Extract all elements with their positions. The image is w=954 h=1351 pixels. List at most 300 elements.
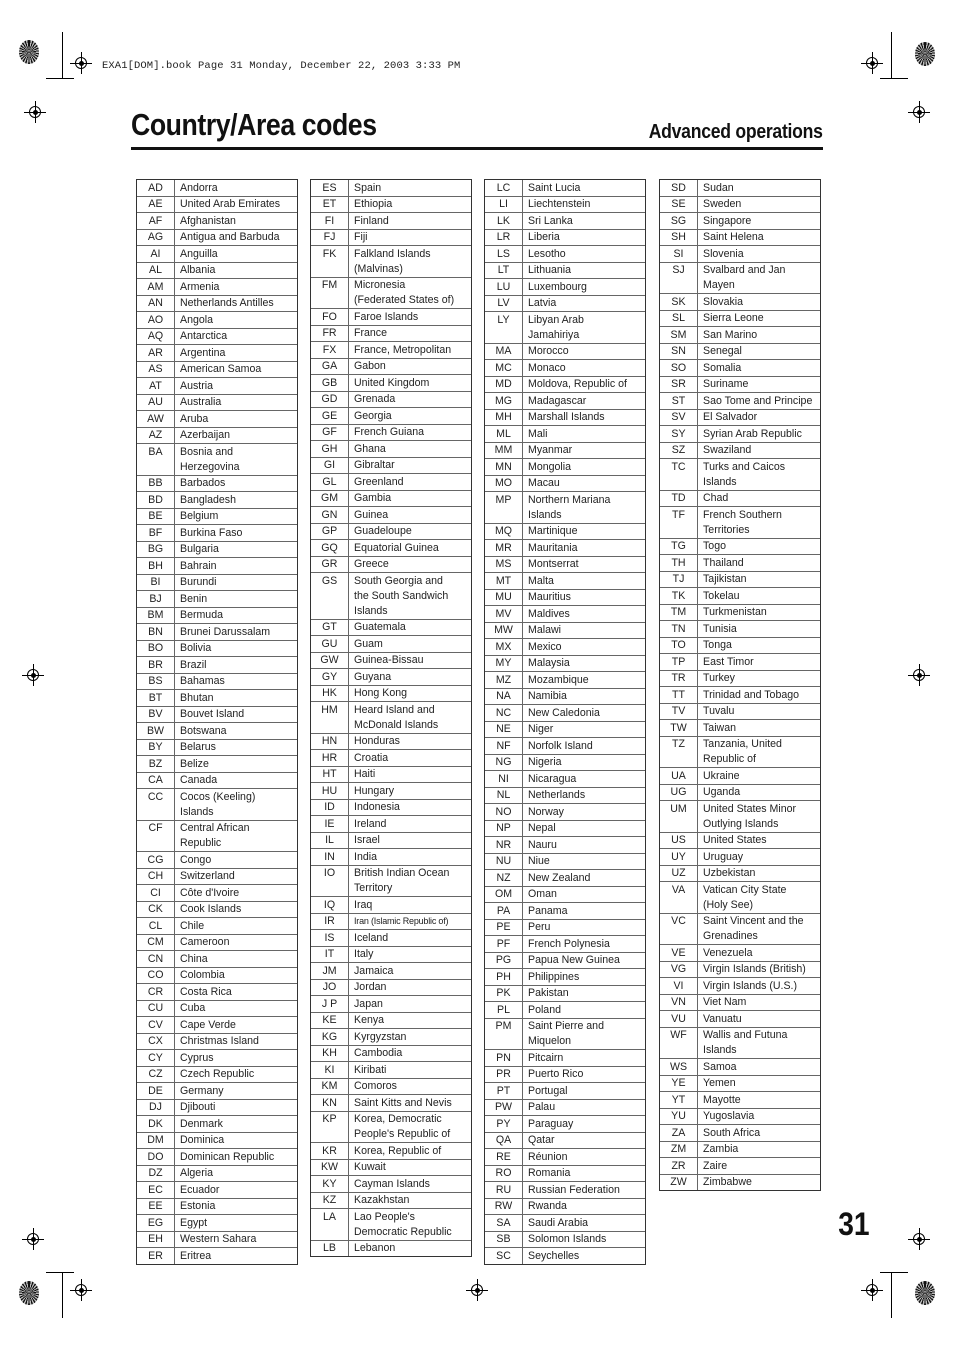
country-name-line: Puerto Rico bbox=[528, 1068, 584, 1080]
country-name-line: Morocco bbox=[528, 345, 569, 357]
country-code: CF bbox=[137, 821, 175, 852]
country-code: HU bbox=[311, 783, 349, 799]
country-code: GS bbox=[311, 573, 349, 619]
country-name-line: Poland bbox=[528, 1003, 561, 1016]
country-name bbox=[175, 902, 297, 918]
country-name-line: Kenya bbox=[354, 1014, 385, 1026]
country-name-line: Syrian Arab Republic bbox=[703, 427, 802, 440]
country-name bbox=[175, 197, 297, 213]
country-name bbox=[698, 410, 820, 426]
table-row bbox=[660, 687, 820, 704]
table-row bbox=[137, 918, 297, 935]
table-row bbox=[660, 1125, 820, 1142]
country-name bbox=[175, 756, 297, 772]
country-name bbox=[175, 641, 297, 657]
crosshair-registration-icon bbox=[22, 1228, 44, 1250]
table-row bbox=[660, 833, 820, 850]
country-name bbox=[349, 1112, 471, 1143]
country-name-line: Guinea bbox=[354, 508, 389, 521]
country-name-line: Guadeloupe bbox=[354, 525, 412, 537]
country-code: AL bbox=[137, 263, 175, 279]
country-code: SG bbox=[660, 213, 698, 229]
country-code: NL bbox=[485, 788, 523, 804]
country-code: SR bbox=[660, 377, 698, 393]
country-code: AT bbox=[137, 378, 175, 394]
country-name bbox=[698, 360, 820, 376]
country-code: CU bbox=[137, 1001, 175, 1017]
country-name-line: Herzegovina bbox=[180, 460, 240, 473]
country-name-line: Bahrain bbox=[180, 559, 217, 572]
country-code: CL bbox=[137, 918, 175, 934]
country-code: MC bbox=[485, 360, 523, 376]
country-name bbox=[523, 738, 645, 754]
country-name-line: Cameroon bbox=[180, 936, 230, 948]
country-code: MS bbox=[485, 557, 523, 573]
country-name bbox=[698, 327, 820, 343]
country-name bbox=[698, 263, 820, 294]
table-row bbox=[485, 279, 645, 296]
country-name bbox=[175, 345, 297, 361]
table-row bbox=[311, 1193, 471, 1210]
country-name bbox=[175, 1215, 297, 1231]
country-name bbox=[698, 377, 820, 393]
country-name-line: Ghana bbox=[354, 442, 386, 455]
country-name bbox=[523, 623, 645, 639]
country-name bbox=[349, 1062, 471, 1078]
table-row bbox=[485, 410, 645, 427]
country-code: GD bbox=[311, 392, 349, 408]
table-row bbox=[660, 638, 820, 655]
table-row bbox=[660, 801, 820, 833]
country-name bbox=[175, 329, 297, 345]
crosshair-registration-icon bbox=[861, 1279, 883, 1301]
country-name bbox=[175, 935, 297, 951]
table-row bbox=[660, 213, 820, 230]
country-name bbox=[523, 837, 645, 853]
country-code: CR bbox=[137, 984, 175, 1000]
country-code: DE bbox=[137, 1083, 175, 1099]
table-row bbox=[137, 329, 297, 346]
country-name bbox=[523, 459, 645, 475]
table-row bbox=[137, 345, 297, 362]
table-row bbox=[485, 1100, 645, 1117]
country-name-line: Cyprus bbox=[180, 1051, 214, 1064]
country-name-line: Antarctica bbox=[180, 330, 228, 342]
country-code: ZA bbox=[660, 1125, 698, 1141]
table-row bbox=[660, 426, 820, 443]
country-name bbox=[349, 392, 471, 408]
country-name bbox=[175, 263, 297, 279]
country-code: GY bbox=[311, 669, 349, 685]
country-name bbox=[523, 1083, 645, 1099]
country-name-line: Indonesia bbox=[354, 801, 400, 813]
country-code: UA bbox=[660, 768, 698, 784]
country-name-line: Saint Lucia bbox=[528, 181, 581, 194]
table-row bbox=[485, 476, 645, 493]
country-code: GH bbox=[311, 441, 349, 457]
country-code: MH bbox=[485, 410, 523, 426]
country-name bbox=[349, 213, 471, 229]
country-code: SE bbox=[660, 197, 698, 213]
table-row bbox=[311, 1029, 471, 1046]
country-name bbox=[349, 636, 471, 652]
country-code: KP bbox=[311, 1112, 349, 1143]
country-name-line: New Caledonia bbox=[528, 706, 600, 719]
table-row bbox=[311, 930, 471, 947]
country-code: AQ bbox=[137, 329, 175, 345]
country-name-line: Vanuatu bbox=[703, 1012, 742, 1025]
country-name bbox=[523, 1182, 645, 1198]
country-code: LB bbox=[311, 1241, 349, 1257]
country-name-line: United Arab Emirates bbox=[180, 198, 281, 210]
table-row bbox=[660, 1142, 820, 1159]
table-row bbox=[485, 1083, 645, 1100]
country-code: TG bbox=[660, 539, 698, 555]
country-code: VC bbox=[660, 914, 698, 945]
country-code-table-4 bbox=[659, 179, 821, 1191]
country-name-line: Oman bbox=[528, 888, 557, 900]
country-name bbox=[175, 312, 297, 328]
table-row bbox=[137, 1116, 297, 1133]
country-name-line: South Georgia and bbox=[354, 574, 443, 587]
table-row bbox=[311, 750, 471, 767]
country-name bbox=[698, 572, 820, 588]
country-code: AR bbox=[137, 345, 175, 361]
country-code: BW bbox=[137, 723, 175, 739]
country-code: SB bbox=[485, 1232, 523, 1248]
table-row bbox=[485, 377, 645, 394]
table-row bbox=[485, 854, 645, 871]
country-name-line: Cuba bbox=[180, 1002, 206, 1014]
country-name bbox=[698, 833, 820, 849]
table-row bbox=[311, 1079, 471, 1096]
country-code: EG bbox=[137, 1215, 175, 1231]
table-row bbox=[137, 821, 297, 853]
country-code: AW bbox=[137, 411, 175, 427]
country-name bbox=[523, 672, 645, 688]
table-row bbox=[137, 230, 297, 247]
table-row bbox=[485, 312, 645, 344]
country-code: BN bbox=[137, 624, 175, 640]
table-row bbox=[660, 294, 820, 311]
table-row bbox=[311, 686, 471, 703]
country-code: PT bbox=[485, 1083, 523, 1099]
country-code: TW bbox=[660, 720, 698, 736]
country-name bbox=[698, 1158, 820, 1174]
country-name bbox=[523, 1248, 645, 1264]
country-code: VE bbox=[660, 945, 698, 961]
country-name-line: Territories bbox=[703, 523, 750, 536]
country-name bbox=[698, 311, 820, 327]
country-name-line: Norway bbox=[528, 805, 564, 818]
country-name-line: Zaire bbox=[703, 1159, 728, 1172]
table-row bbox=[137, 525, 297, 542]
country-name-line: Saint Pierre and bbox=[528, 1020, 604, 1032]
country-name-line: Lesotho bbox=[528, 247, 566, 260]
country-name-line: Vatican City State bbox=[703, 883, 787, 896]
country-name-line: Burkina Faso bbox=[180, 526, 243, 539]
table-row bbox=[660, 572, 820, 589]
table-row bbox=[311, 573, 471, 620]
country-name-line: Bolivia bbox=[180, 642, 212, 654]
table-row bbox=[311, 636, 471, 653]
country-name bbox=[349, 767, 471, 783]
table-row bbox=[137, 428, 297, 445]
country-code: ZR bbox=[660, 1158, 698, 1174]
table-row bbox=[311, 849, 471, 866]
table-row bbox=[485, 804, 645, 821]
country-name bbox=[349, 524, 471, 540]
country-code: MW bbox=[485, 623, 523, 639]
country-name-line: Kiribati bbox=[354, 1063, 387, 1076]
table-row bbox=[137, 1034, 297, 1051]
table-row bbox=[137, 608, 297, 625]
page-title: Country/Area codes bbox=[131, 107, 377, 142]
country-code: ZM bbox=[660, 1142, 698, 1158]
country-name bbox=[523, 377, 645, 393]
country-code: TT bbox=[660, 687, 698, 703]
country-name bbox=[698, 704, 820, 720]
country-name bbox=[523, 344, 645, 360]
table-row bbox=[660, 311, 820, 328]
table-row bbox=[311, 963, 471, 980]
country-name-line: Cambodia bbox=[354, 1047, 403, 1059]
country-name-line: Eritrea bbox=[180, 1249, 212, 1262]
table-row bbox=[311, 557, 471, 574]
country-code: MD bbox=[485, 377, 523, 393]
table-row bbox=[137, 885, 297, 902]
table-row bbox=[311, 702, 471, 734]
table-row bbox=[137, 509, 297, 526]
table-row bbox=[660, 621, 820, 638]
country-code: YU bbox=[660, 1109, 698, 1125]
country-code-table-2 bbox=[310, 179, 472, 1257]
country-code: ML bbox=[485, 426, 523, 442]
country-name-line: Republic bbox=[180, 837, 222, 849]
country-code: MT bbox=[485, 573, 523, 589]
country-name bbox=[698, 720, 820, 736]
table-row bbox=[485, 1248, 645, 1264]
country-name-line: Lithuania bbox=[528, 264, 572, 276]
country-code: CX bbox=[137, 1034, 175, 1050]
country-name-line: American Samoa bbox=[180, 363, 262, 375]
country-name-line: Greece bbox=[354, 558, 389, 570]
country-name bbox=[523, 279, 645, 295]
table-row bbox=[485, 1067, 645, 1084]
country-name bbox=[349, 897, 471, 913]
country-name-line: Botswana bbox=[180, 724, 227, 737]
registration-color-dot-icon bbox=[915, 1281, 935, 1305]
country-code: NP bbox=[485, 821, 523, 837]
country-code: JM bbox=[311, 963, 349, 979]
country-name-line: Myanmar bbox=[528, 444, 573, 456]
country-name-line: Jamahiriya bbox=[528, 328, 580, 341]
country-name bbox=[523, 788, 645, 804]
country-name-line: Switzerland bbox=[180, 870, 235, 882]
country-name bbox=[698, 555, 820, 571]
country-code: UY bbox=[660, 849, 698, 865]
country-code: CG bbox=[137, 852, 175, 868]
country-name-line: Sierra Leone bbox=[703, 312, 764, 324]
table-row bbox=[137, 312, 297, 329]
country-code: BF bbox=[137, 525, 175, 541]
country-code: KR bbox=[311, 1143, 349, 1159]
country-code: AO bbox=[137, 312, 175, 328]
country-name-line: Lao People's bbox=[354, 1210, 415, 1223]
country-name bbox=[523, 230, 645, 246]
table-row bbox=[137, 180, 297, 197]
table-row bbox=[137, 558, 297, 575]
country-name bbox=[175, 707, 297, 723]
table-row bbox=[660, 785, 820, 802]
table-row bbox=[137, 1050, 297, 1067]
country-name-line: Tanzania, United bbox=[703, 738, 782, 750]
country-name bbox=[175, 1232, 297, 1248]
country-name bbox=[175, 378, 297, 394]
table-row bbox=[311, 947, 471, 964]
print-header-line: EXA1[DOM].book Page 31 Monday, December 22, 2003 3:33 PM bbox=[102, 60, 461, 72]
country-name bbox=[349, 458, 471, 474]
table-row bbox=[137, 690, 297, 707]
country-name bbox=[175, 773, 297, 789]
country-code: LV bbox=[485, 296, 523, 312]
country-code: GL bbox=[311, 474, 349, 490]
country-code: AU bbox=[137, 395, 175, 411]
country-code: NE bbox=[485, 722, 523, 738]
country-code: NU bbox=[485, 854, 523, 870]
country-name-line: Virgin Islands (British) bbox=[703, 963, 806, 975]
country-name-line: Thailand bbox=[703, 556, 744, 569]
country-name-line: Mongolia bbox=[528, 460, 571, 473]
country-name-line: Angola bbox=[180, 313, 213, 326]
table-row bbox=[485, 1166, 645, 1183]
country-code: BG bbox=[137, 542, 175, 558]
country-name-line: Seychelles bbox=[528, 1249, 580, 1262]
country-name-line: (Holy See) bbox=[703, 898, 754, 911]
country-name bbox=[523, 705, 645, 721]
country-name bbox=[175, 740, 297, 756]
table-row bbox=[137, 641, 297, 658]
country-name-line: Tuvalu bbox=[703, 705, 735, 717]
country-code: MP bbox=[485, 492, 523, 523]
country-name-line: Libyan Arab bbox=[528, 313, 584, 326]
country-name bbox=[175, 1083, 297, 1099]
country-name bbox=[698, 654, 820, 670]
country-name bbox=[698, 230, 820, 246]
country-code: EC bbox=[137, 1182, 175, 1198]
country-name bbox=[698, 588, 820, 604]
country-code: KW bbox=[311, 1160, 349, 1176]
country-name-line: Comoros bbox=[354, 1080, 397, 1092]
country-code: LS bbox=[485, 246, 523, 262]
country-code: PE bbox=[485, 920, 523, 936]
table-row bbox=[485, 1215, 645, 1232]
country-name-line: Chad bbox=[703, 492, 729, 504]
country-code: VA bbox=[660, 882, 698, 913]
country-name bbox=[523, 1002, 645, 1018]
country-name-line: Finland bbox=[354, 214, 389, 227]
country-code: BV bbox=[137, 707, 175, 723]
table-row bbox=[485, 771, 645, 788]
country-name-line: Egypt bbox=[180, 1216, 208, 1229]
country-name bbox=[523, 410, 645, 426]
table-row bbox=[311, 800, 471, 817]
country-code: TV bbox=[660, 704, 698, 720]
country-name-line: Maldives bbox=[528, 607, 570, 620]
table-row bbox=[485, 1182, 645, 1199]
country-code: UM bbox=[660, 801, 698, 832]
country-name-line: Kazakhstan bbox=[354, 1194, 410, 1206]
country-name bbox=[175, 525, 297, 541]
table-row bbox=[311, 620, 471, 637]
country-name-line: Panama bbox=[528, 904, 568, 917]
country-code-table-3 bbox=[484, 179, 646, 1265]
country-name bbox=[523, 360, 645, 376]
table-row bbox=[660, 882, 820, 914]
table-row bbox=[660, 393, 820, 410]
table-row bbox=[311, 1013, 471, 1030]
country-name bbox=[698, 1175, 820, 1191]
table-row bbox=[137, 1001, 297, 1018]
country-name-line: El Salvador bbox=[703, 411, 758, 423]
country-name-line: Brunei Darussalam bbox=[180, 625, 271, 638]
country-name bbox=[349, 246, 471, 277]
country-name-line: Svalbard and Jan bbox=[703, 264, 786, 276]
table-row bbox=[485, 1116, 645, 1133]
country-name bbox=[349, 980, 471, 996]
table-row bbox=[137, 951, 297, 968]
table-row bbox=[137, 575, 297, 592]
table-row bbox=[137, 197, 297, 214]
country-name-line: France bbox=[354, 327, 387, 339]
country-name-line: Ireland bbox=[354, 817, 387, 830]
country-name bbox=[175, 1248, 297, 1264]
table-row bbox=[137, 773, 297, 790]
table-row bbox=[660, 671, 820, 688]
country-name-line: Dominica bbox=[180, 1134, 225, 1146]
country-code: PG bbox=[485, 953, 523, 969]
country-name-line: Islands bbox=[354, 604, 388, 617]
country-name bbox=[523, 180, 645, 196]
country-name-line: Sudan bbox=[703, 181, 734, 194]
country-name bbox=[698, 246, 820, 262]
country-name-line: Argentina bbox=[180, 346, 226, 359]
country-name bbox=[698, 605, 820, 621]
table-row bbox=[311, 474, 471, 491]
country-name bbox=[175, 591, 297, 607]
country-name-line: Uzbekistan bbox=[703, 867, 756, 879]
country-name-line: United States bbox=[703, 834, 767, 846]
country-code-table-1 bbox=[136, 179, 298, 1265]
country-name bbox=[523, 887, 645, 903]
country-name bbox=[175, 1001, 297, 1017]
table-row bbox=[311, 540, 471, 557]
country-name-line: Zambia bbox=[703, 1143, 739, 1155]
country-name bbox=[175, 428, 297, 444]
country-name-line: Sao Tome and Principe bbox=[703, 394, 813, 407]
table-row bbox=[311, 524, 471, 541]
country-code: SK bbox=[660, 294, 698, 310]
country-name-line: Uruguay bbox=[703, 850, 744, 863]
country-name-line: Réunion bbox=[528, 1150, 568, 1163]
country-name bbox=[698, 995, 820, 1011]
country-code: GB bbox=[311, 375, 349, 391]
table-row bbox=[311, 213, 471, 230]
country-name-line: Samoa bbox=[703, 1060, 737, 1073]
country-name bbox=[349, 686, 471, 702]
table-row bbox=[137, 1166, 297, 1183]
country-name-line: Estonia bbox=[180, 1200, 216, 1212]
